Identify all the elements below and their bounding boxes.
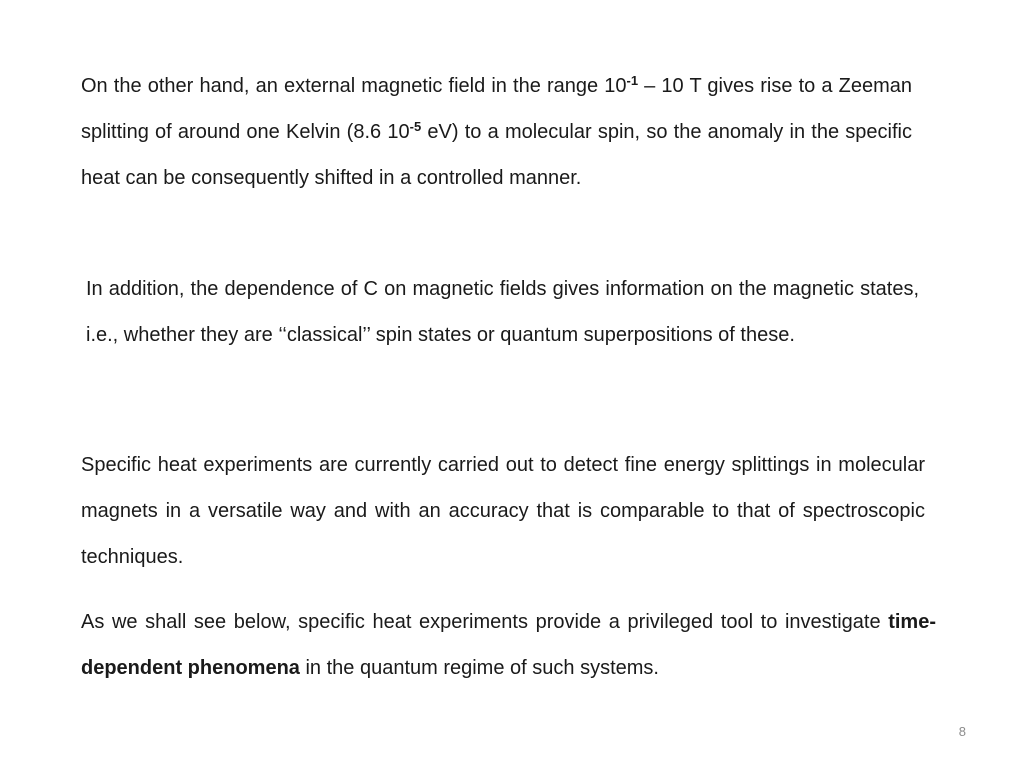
p4-text-before: As we shall see below, specific heat experiments provide a privileged tool to investigate xyxy=(81,611,889,633)
p1-text-1: On the other hand, an external magnetic field in the range 10 xyxy=(81,75,627,97)
slide-number: 8 xyxy=(958,724,966,739)
p1-text-2: – 10 T gives rise to a Zeeman splitting of around one Kelvin (8.6 10 xyxy=(81,75,913,143)
p1-exponent-2: -5 xyxy=(409,119,422,134)
p1-exponent-1: -1 xyxy=(626,73,639,88)
p4-bold-phrase: time-dependent phenomena xyxy=(81,611,936,679)
p4-text-after: in the quantum regime of such systems. xyxy=(299,657,659,679)
paragraph-specific-heat-experiments: Specific heat experiments are currently carried out to detect fine energy splittings in molecular magnets in a versatile way and with an accuracy that is comparable to that of spectroscopic techniques. xyxy=(81,454,925,568)
paragraph-magnetic-field xyxy=(81,63,912,201)
p1-text-3: eV) to a molecular spin, so the anomaly in the specific heat can be consequently shifted in a controlled manner. xyxy=(81,121,912,189)
paragraph-dependence-of-c: In addition, the dependence of C on magnetic fields gives information on the magnetic states, i.e., whether they are ‘‘classical’’ spin states or quantum superpositions of these. xyxy=(86,278,919,346)
paragraph-privileged-tool xyxy=(81,599,936,691)
